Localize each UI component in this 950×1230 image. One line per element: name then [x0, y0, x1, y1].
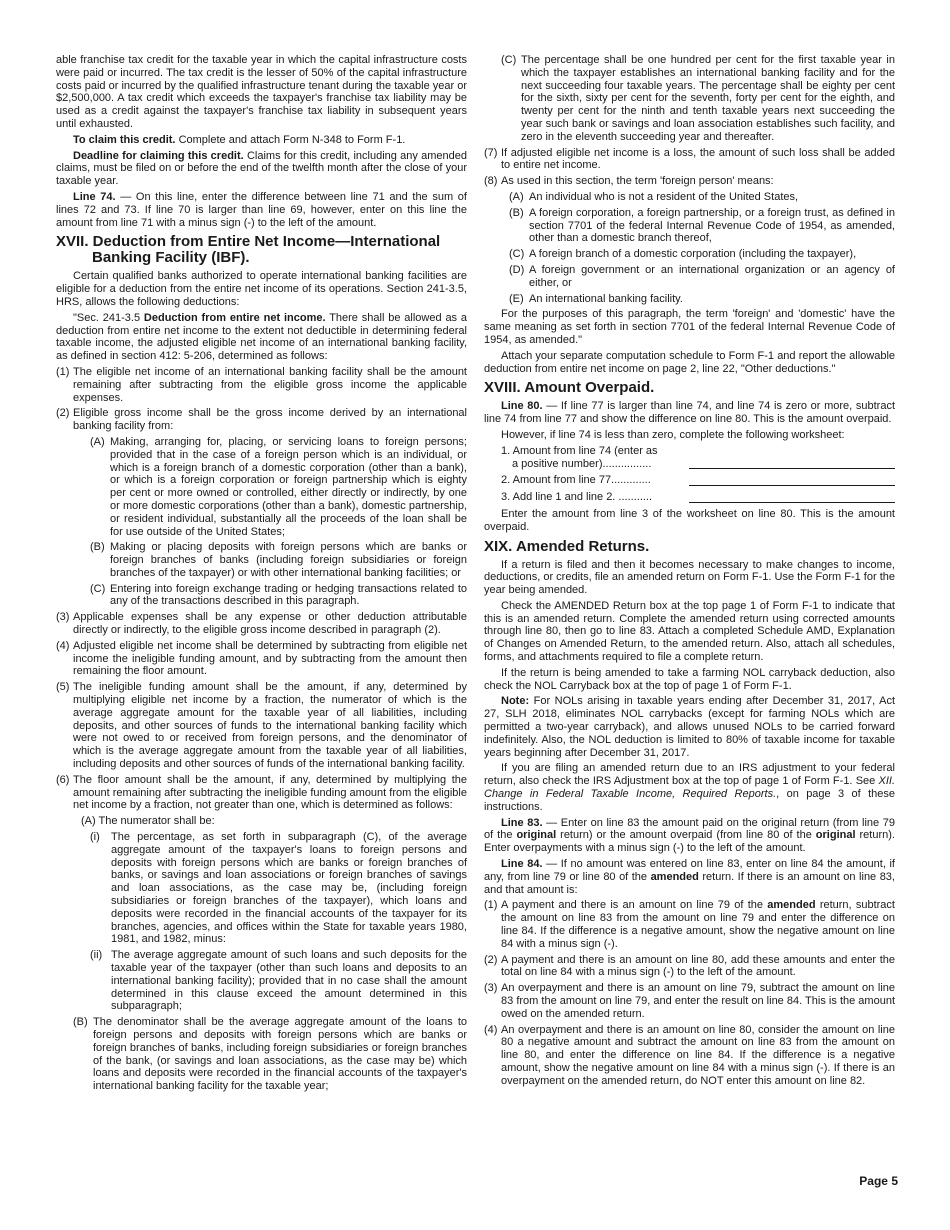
line-80-text: — If line 77 is larger than line 74, and line 74 is zero or more, subtract line 74 from line 77 and show the difference on line 80. This is the amount overpaid. [484, 400, 896, 426]
amended-paragraph-1: If a return is filed and then it becomes necessary to make changes to income, deductions, or credits, file an amended return on Form F-1. Use the Form F-1 for the year being amended. [484, 558, 895, 597]
line-80-paragraph [484, 400, 895, 426]
section-xviii-heading: XVIII. Amount Overpaid. [484, 379, 655, 397]
line-84-case-2: (2) A payment and there is an amount on line 80, add these amounts and enter the total on line 84 with a minus sign (-) to the left of the amount. [484, 953, 895, 979]
line-84-case-3: (3) An overpayment and there is an amount on line 79, subtract the amount on line 83 from the amount on line 79, and enter the result on line 84. This is the amount owed on the amended return. [484, 982, 895, 1020]
line-84-case-4: (4) An overpayment and there is an amount on line 80, consider the amount on line 80 a negative amount and subtract the amount on line 83 from the amount on line 80, and enter the difference on line 84. If the difference is a negative amount, show the negative amount on line 84 with a minus sign (-). If there is an overpayment on the amended return, do NOT enter this amount on line 82. [484, 1023, 895, 1087]
line-84-case-1: (1) A payment and there is an amount on line 79 of the amended return, subtract the amount on line 83 from the amount on line 79 and enter the difference on line 84. If the difference is a negative amount, show the negative amount on line 84 with a minus sign (-). [484, 899, 895, 950]
line-83-paragraph: Line 83. — Enter on line 83 the amount paid on the original return (from line 79 of the original return) or the amount overpaid (from line 80 of the original return). Enter overpayments with a minus sign (-) to the left of the amount. [484, 816, 895, 855]
worksheet-line-2-entry [689, 475, 895, 486]
list-item-2a: (A) Making, arranging for, placing, or servicing loans to foreign persons; provided that in the case of a foreign person which is an individual, or which is a foreign branch of a domestic corporation (other than a bank), or which is a foreign corporation or foreign partnership which is eighty per cent or more owned or controlled, either directly or indirectly, by one or more domestic corporations (other than a bank), domestic partnership, or resident individual, substantially all the proceeds of the loan shall be for use outside of the United States; [90, 435, 467, 538]
worksheet-line-3-entry [689, 492, 895, 503]
sec-241-number: "Sec. 241-3.5 [73, 311, 141, 324]
line-84-label: Line 84. [501, 858, 543, 871]
sec-241-paragraph [56, 312, 467, 363]
line-74-label: Line 74. [73, 190, 116, 203]
list-item-2: (2) Eligible gross income shall be the gross income derived by an international banking facility from: [56, 407, 467, 433]
list-item-2b: (B) Making or placing deposits with foreign persons which are banks or foreign branches of banks (including foreign subsidiaries or foreign branches of the taxpayer) or with other international banking facilities; or [90, 541, 467, 579]
list-item-6: (6) The floor amount shall be the amount, if any, determined by multiplying the amount remaining after subtracting the ineligible funding amount from the eligible net income by a fraction, not greater than one, which is determined as follows: [56, 773, 467, 812]
list-item-4: (4) Adjusted eligible net income shall be determined by subtracting from eligible net income the ineligible funding amount, and by subtracting from the amount then remaining the floor amount. [56, 639, 467, 678]
worksheet-line-3: 3. Add line 1 and line 2. ........... [501, 491, 895, 504]
worksheet-line-2: 2. Amount from line 77............. [501, 474, 895, 487]
list-item-2c: (C) Entering into foreign exchange trading or hedging transactions related to any of the transactions described in this paragraph. [90, 582, 467, 608]
nol-note-paragraph [484, 695, 895, 759]
credit-intro-paragraph: able franchise tax credit for the taxable year in which the capital infrastructure costs were paid or incurred. The tax credit is the lesser of 50% of the capital infrastructure costs paid or incurred by the qualified infrastructure tenant during the taxable year or $2,500,000. A tax credit which exceeds the taxpayer's franchise tax liability may be used as a credit against the taxpayer's franchise tax liability in subsequent years until exhausted. [56, 54, 467, 130]
worksheet-line-1-entry [689, 458, 895, 469]
sec-241-text: There shall be allowed as a deduction from entire net income to the extent not deductible in determining federal taxable income, the adjusted eligible net income of an international banking facility, as defined in section 412: 5-206, determined as follows: [56, 311, 468, 363]
list-item-8b: (B) A foreign corporation, a foreign partnership, or a foreign trust, as defined in section 7701 of the federal Internal Revenue Code of 1954, as amended, other than a domestic branch thereof, [509, 206, 895, 245]
list-item-8e: (E) An international banking facility. [509, 292, 683, 305]
purposes-paragraph: For the purposes of this paragraph, the term 'foreign' and 'domestic' have the same meaning as set forth in section 7701 of the federal Internal Revenue Code of 1954, as amended." [484, 308, 895, 346]
claim-credit-text: Complete and attach Form N-348 to Form F-1. [178, 133, 406, 146]
deadline-text: Claims for this credit, including any amended claims, must be filed on or before the end of the twelfth month after the close of your taxable year. [56, 149, 467, 188]
list-item-6c: (C) The percentage shall be one hundred per cent for the first taxable year in which the taxpayer establishes an international banking facility and for the next succeeding four taxable years. The percentage shall be eighty per cent for the sixth, sixty per cent for the seventh, forty per cent for the eighth, and twenty per cent for the ninth and tenth taxable years next succeeding the year such bank or savings and loan association establishes such facility, and zero in the eleventh succeeding year and thereafter. [501, 54, 895, 143]
list-item-3: (3) Applicable expenses shall be any expense or other deduction attributable directly or indirectly, to the eligible gross income described in paragraph (2). [56, 611, 467, 637]
claim-credit-paragraph [56, 134, 467, 147]
line-74-text: — On this line, enter the difference between line 71 and the sum of lines 72 and 73. If line 70 is larger than line 69, however, enter on this line the amount from line 71 with a minus sign (-) to the left of the amount. [56, 190, 467, 229]
deadline-paragraph [56, 150, 467, 188]
line-83-label: Line 83. [501, 816, 543, 829]
amended-paragraph-3: If the return is being amended to take a farming NOL carryback deduction, also check the NOL Carryback box at the top of page 1 of Form F-1. [484, 666, 895, 692]
amended-paragraph-2: Check the AMENDED Return box at the top page 1 of Form F-1 to indicate that this is an amended return. Complete the amended return using corrected amounts through line 80, then go to line 83. Attach a completed Schedule AMD, Explanation of Changes on Amended Return, to the amended return. Also, attach all schedules, forms, and attachments required to file a complete return. [484, 599, 895, 664]
ibf-intro-paragraph: Certain qualified banks authorized to operate international banking facilities are eligible for a deduction from the entire net income of its operations. Section 241-3.5, HRS, allows the following deductions: [56, 270, 467, 308]
worksheet [484, 445, 895, 504]
line-80-label: Line 80. [501, 400, 543, 413]
list-item-7: (7) If adjusted eligible net income is a loss, the amount of such loss shall be added to entire net income. [484, 146, 895, 172]
section-xii-reference: XII. Change in Federal Taxable Income, Required Reports. [484, 775, 896, 801]
left-column [56, 54, 467, 1096]
list-item-6a-i: (i) The percentage, as set forth in subparagraph (C), of the average aggregate amount of the taxpayer's loans to foreign persons and deposits with foreign persons which are banks or foreign branches of banks, or savings and loan associations or foreign branches of savings and loan associations, as the case may be, (including foreign subsidiaries or foreign branches of the taxpayer), which loans and deposits were recorded in the financial accounts of the taxpayer for its branches, agencies, and offices within the State for taxable years 1980, 1981, and 1982, minus: [90, 831, 467, 946]
line-74-paragraph [56, 191, 467, 229]
note-label: Note: [501, 695, 530, 708]
list-item-8d: (D) A foreign government or an international organization or an agency of either, or [509, 263, 895, 289]
enter-amount-paragraph: Enter the amount from line 3 of the worksheet on line 80. This is the amount overpaid. [484, 507, 895, 533]
page-number: Page 5 [859, 1174, 898, 1188]
worksheet-line-1-label-top: 1. Amount from line 74 (enter as [501, 444, 658, 457]
irs-adjustment-paragraph: If you are filing an amended return due to an IRS adjustment to your federal return, also check the IRS Adjustment box at the top of page 1 of Form F-1. See XII. Change in Federal Taxable Income, Required Reports., on page 3 of these instructions. [484, 762, 896, 813]
section-xix-heading: XIX. Amended Returns. [484, 537, 650, 555]
list-item-8: (8) As used in this section, the term 'foreign person' means: [484, 175, 774, 188]
right-column [484, 54, 895, 1091]
deadline-label: Deadline for claiming this credit. [73, 149, 244, 162]
claim-credit-label: To claim this credit. [73, 133, 176, 146]
list-item-1: (1) The eligible net income of an international banking facility shall be the amount remaining after subtracting from the eligible gross income the applicable expenses. [56, 365, 467, 404]
list-item-8a: (A) An individual who is not a resident of the United States, [509, 190, 799, 203]
note-text: For NOLs arising in taxable years ending after December 31, 2017, Act 27, SLH 2018, eliminates NOL carrybacks (except for farming NOLs which are permitted a two-year carryback), and allows unused NOLs to be carried forward indefinitely. Also, the NOL deduction is limited to 80% of taxable income for taxable years beginning after December 31, 2017. [484, 695, 895, 759]
sec-241-title: Deduction from entire net income. [143, 311, 326, 324]
list-item-6a: (A) The numerator shall be: [81, 815, 215, 828]
list-item-6b: (B) The denominator shall be the average aggregate amount of the loans to foreign persons and deposits with foreign persons which are banks or foreign branches of banks, including foreign subsidiaries or foreign branches of the bank, (or savings and loan associations, as the case may be) which loans and deposits were recorded in the financial accounts of the taxpayer's international banking facility for the taxable year; [73, 1016, 467, 1093]
line-84-paragraph: Line 84. — If no amount was entered on line 83, enter on line 84 the amount, if any, from line 79 or line 80 of the amended return. If there is an amount on line 83, and that amount is: [484, 858, 895, 896]
attach-schedule-paragraph: Attach your separate computation schedule to Form F-1 and report the allowable deduction from entire net income on page 2, line 22, "Other deductions." [484, 349, 895, 375]
worksheet-intro: However, if line 74 is less than zero, complete the following worksheet: [501, 428, 845, 441]
list-item-5: (5) The ineligible funding amount shall be the amount, if any, determined by multiplying eligible net income by a fraction, the numerator of which is the average aggregate amount for the taxable year of all liabilities, including deposits, and other sources of funds to the international banking facility which were not owed to or received from foreign persons, and the denominator of which is the average aggregate amount from the taxable year of all liabilities, including deposits and other sources of funds of the international banking facility. [56, 681, 467, 771]
list-item-8c: (C) A foreign branch of a domestic corporation (including the taxpayer), [509, 248, 857, 261]
worksheet-line-1: a positive number)................ [501, 458, 895, 471]
list-item-6a-ii: (ii) The average aggregate amount of such loans and such deposits for the taxable year of the taxpayer (other than such loans and deposits to an international banking facility); provided that in no case shall the amount determined in this clause exceed the amount determined in this subparagraph; [90, 949, 467, 1013]
section-xvii-heading: XVII. Deduction from Entire Net Income—International Banking Facility (IBF). [56, 233, 441, 267]
